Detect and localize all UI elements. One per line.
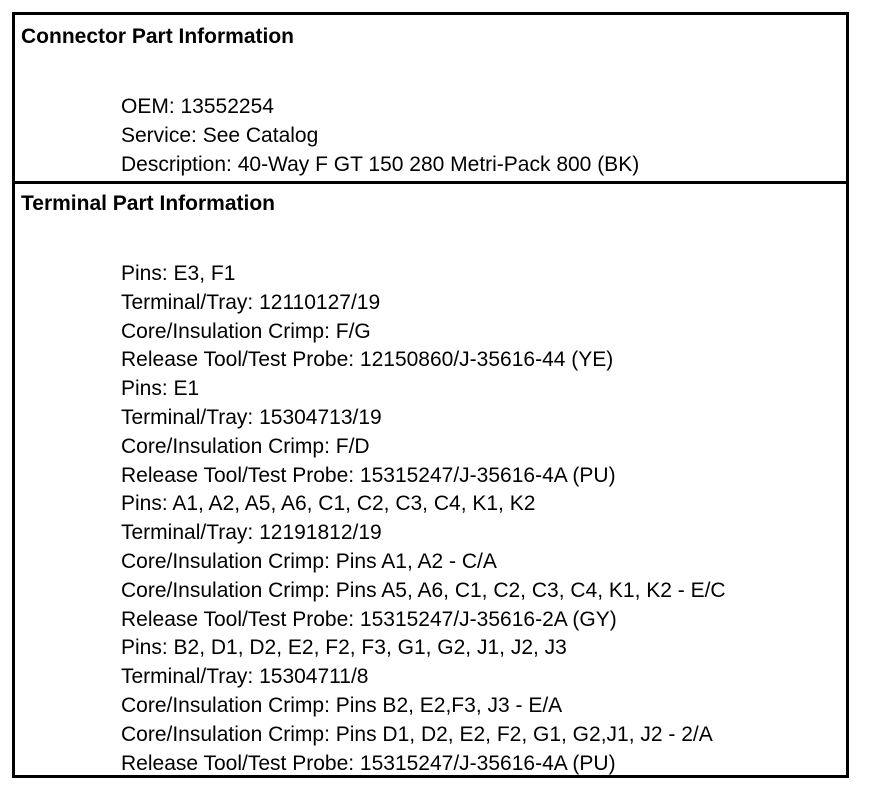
connector-info-list bbox=[121, 93, 639, 179]
connector-oem-line: OEM: 13552254 bbox=[121, 95, 274, 118]
connector-section-heading: Connector Part Information bbox=[21, 25, 295, 48]
terminal-info-line: Terminal/Tray: 15304711/8 bbox=[121, 665, 369, 689]
connector-description-line: Description: 40-Way F GT 150 280 Metri-Pack 800 (BK) bbox=[121, 152, 640, 176]
connector-part-information-section bbox=[15, 15, 846, 182]
terminal-info-line: Terminal/Tray: 12191812/19 bbox=[121, 521, 382, 545]
terminal-info-line: Core/Insulation Crimp: Pins D1, D2, E2, F2, G1, G2,J1, J2 - 2/A bbox=[121, 722, 713, 746]
terminal-part-information-section bbox=[15, 184, 846, 775]
terminal-info-line: Pins: E3, F1 bbox=[121, 262, 236, 285]
terminal-info-line: Core/Insulation Crimp: Pins A5, A6, C1, C2, C3, C4, K1, K2 - E/C bbox=[121, 578, 726, 602]
terminal-info-list bbox=[121, 260, 726, 778]
part-information-table bbox=[12, 12, 849, 778]
terminal-info-line: Core/Insulation Crimp: F/D bbox=[121, 434, 370, 458]
terminal-info-line: Pins: E1 bbox=[121, 377, 200, 401]
terminal-info-line: Core/Insulation Crimp: F/G bbox=[121, 319, 371, 343]
terminal-info-line: Pins: A1, A2, A5, A6, C1, C2, C3, C4, K1, K2 bbox=[121, 492, 536, 516]
terminal-info-line: Release Tool/Test Probe: 15315247/J-35616-2A (GY) bbox=[121, 607, 617, 631]
terminal-info-line: Core/Insulation Crimp: Pins A1, A2 - C/A bbox=[121, 549, 497, 573]
terminal-info-line: Core/Insulation Crimp: Pins B2, E2,F3, J3 - E/A bbox=[121, 693, 563, 717]
connector-service-line: Service: See Catalog bbox=[121, 123, 319, 147]
terminal-info-line: Terminal/Tray: 15304713/19 bbox=[121, 405, 382, 429]
terminal-section-heading: Terminal Part Information bbox=[21, 192, 275, 215]
terminal-info-line: Release Tool/Test Probe: 12150860/J-35616-44 (YE) bbox=[121, 348, 614, 372]
terminal-info-line: Release Tool/Test Probe: 15315247/J-35616-4A (PU) bbox=[121, 751, 616, 775]
terminal-info-line: Terminal/Tray: 12110127/19 bbox=[121, 290, 381, 314]
terminal-info-line: Release Tool/Test Probe: 15315247/J-35616-4A (PU) bbox=[121, 463, 616, 487]
terminal-info-line: Pins: B2, D1, D2, E2, F2, F3, G1, G2, J1, J2, J3 bbox=[121, 636, 567, 660]
